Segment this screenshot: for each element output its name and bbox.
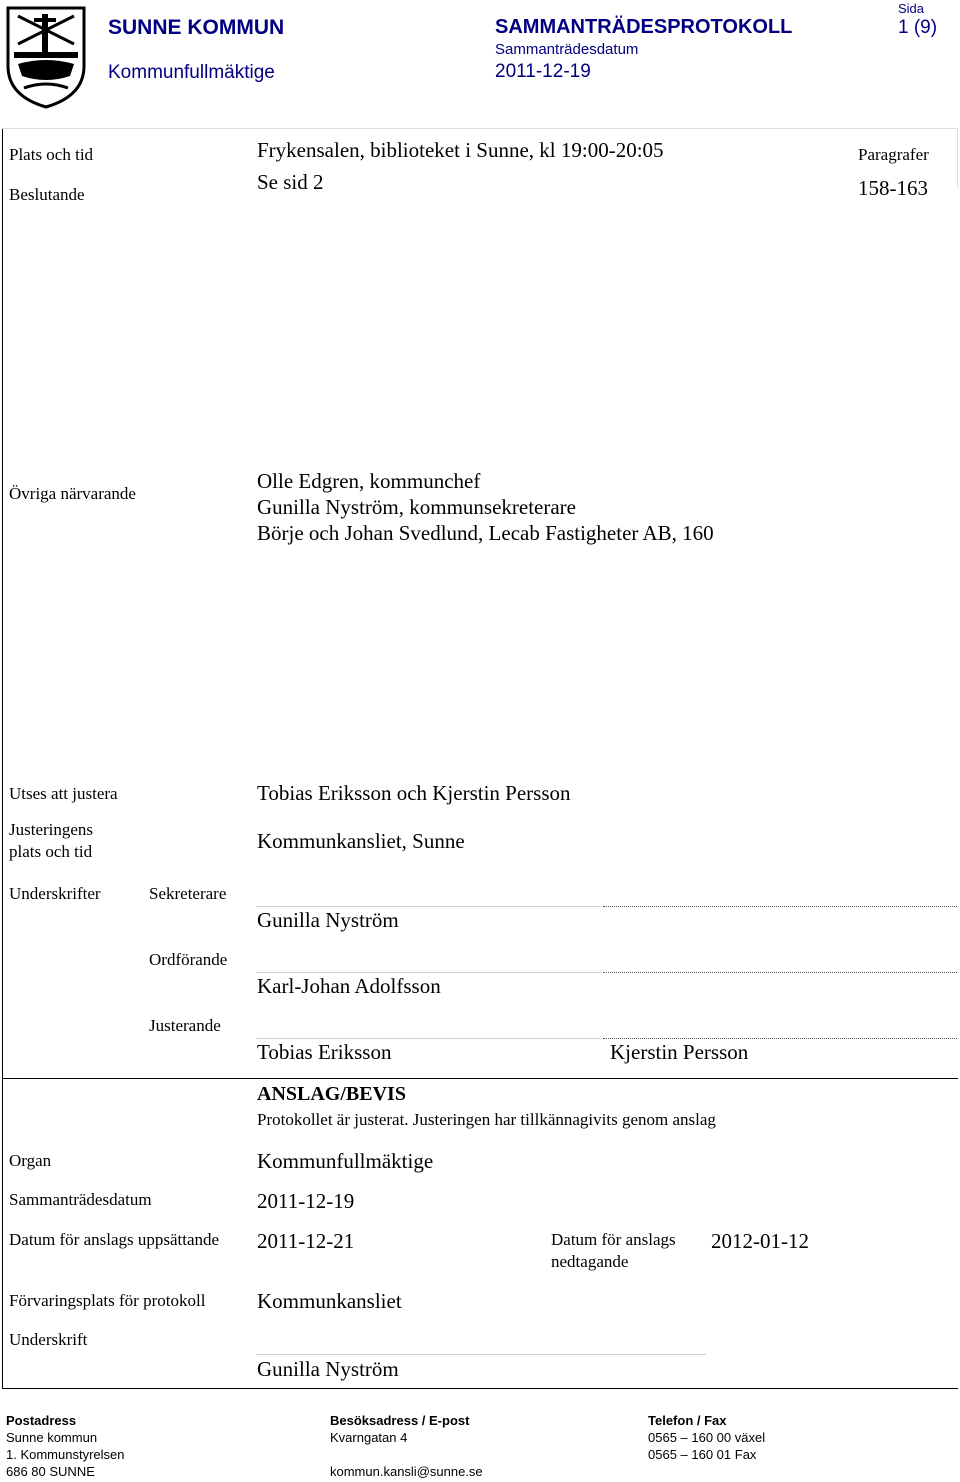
meeting-date: 2011-12-19 (495, 61, 591, 82)
place-value: Frykensalen, biblioteket i Sunne, kl 19:00-20:05 (257, 138, 664, 162)
removed-value: 2012-01-12 (711, 1229, 809, 1253)
page-label: Sida (898, 1, 925, 16)
notice-text: Protokollet är justerat. Justeringen har tillkännagivits genom anslag (257, 1110, 716, 1129)
others-line-1: Olle Edgren, kommunchef (257, 469, 481, 493)
adjuster-2-name: Kjerstin Persson (610, 1040, 749, 1064)
right-border (957, 128, 958, 188)
signature-name: Gunilla Nyström (257, 1357, 399, 1381)
adjuster-1-name: Tobias Eriksson (257, 1040, 392, 1064)
top-border (2, 128, 958, 129)
appointed-value: Tobias Eriksson och Kjerstin Persson (257, 781, 571, 805)
adjust-place-value: Kommunkansliet, Sunne (257, 829, 465, 853)
notice-date-value: 2011-12-19 (257, 1189, 355, 1213)
footer-email[interactable]: kommun.kansli@sunne.se (330, 1464, 483, 1479)
secretary-dotted-line (603, 906, 957, 907)
page-number: 1 (9) (898, 17, 938, 38)
adjust-place-label-2: plats och tid (9, 842, 93, 861)
posted-value: 2011-12-21 (257, 1229, 355, 1253)
meeting-date-label: Sammanträdesdatum (495, 41, 639, 58)
others-label: Övriga närvarande (9, 484, 136, 503)
footer-visit-title: Besöksadress / E-post (330, 1413, 470, 1428)
footer-postal-title: Postadress (6, 1413, 77, 1428)
organ-value: Kommunfullmäktige (257, 1149, 434, 1173)
others-line-3: Börje och Johan Svedlund, Lecab Fastigheter AB, 160 (257, 521, 714, 545)
chair-label: Ordförande (149, 950, 228, 969)
bottom-border (2, 1388, 958, 1389)
storage-value: Kommunkansliet (257, 1289, 402, 1313)
signatures-label: Underskrifter (9, 884, 101, 903)
chair-name: Karl-Johan Adolfsson (257, 974, 441, 998)
storage-label: Förvaringsplats för protokoll (9, 1291, 206, 1310)
municipality-name: SUNNE KOMMUN (108, 16, 285, 39)
secretary-name: Gunilla Nyström (257, 908, 399, 932)
notice-date-label: Sammanträdesdatum (9, 1190, 152, 1209)
decision-value: Se sid 2 (257, 170, 324, 194)
footer-visit-line-1: Kvarngatan 4 (330, 1430, 408, 1445)
document-title: SAMMANTRÄDESPROTOKOLL (495, 16, 793, 38)
section-divider (2, 1078, 958, 1079)
footer-postal-line-1: Sunne kommun (6, 1430, 98, 1445)
removed-label-2: nedtagande (551, 1252, 629, 1271)
adjusters-label: Justerande (149, 1016, 221, 1035)
chair-sign-line (256, 972, 601, 973)
decision-label: Beslutande (9, 185, 85, 204)
footer-phone-title: Telefon / Fax (648, 1413, 727, 1428)
footer-phone-line-1: 0565 – 160 00 växel (648, 1430, 766, 1445)
adjust-place-label-1: Justeringens (9, 820, 94, 839)
footer-visit (330, 1412, 483, 1480)
adjuster-2-dotted-line (603, 1038, 957, 1039)
footer-phone (648, 1412, 765, 1463)
secretary-label: Sekreterare (149, 884, 227, 903)
footer-postal (6, 1412, 125, 1480)
footer-postal-line-2: 1. Kommunstyrelsen (6, 1447, 125, 1462)
coat-of-arms-logo (4, 4, 88, 110)
paragraphs-label: Paragrafer (858, 145, 929, 164)
left-border (2, 128, 3, 1388)
signature-label: Underskrift (9, 1330, 88, 1349)
adjuster-1-sign-line (256, 1038, 601, 1039)
footer-postal-line-3: 686 80 SUNNE (6, 1464, 95, 1479)
committee-name: Kommunfullmäktige (108, 62, 275, 83)
organ-label: Organ (9, 1151, 52, 1170)
paragraphs-value: 158-163 (858, 176, 928, 200)
signature-sign-line (256, 1354, 706, 1355)
others-line-2: Gunilla Nyström, kommunsekreterare (257, 495, 576, 519)
removed-label-1: Datum för anslags (551, 1230, 676, 1249)
posted-label: Datum för anslags uppsättande (9, 1230, 220, 1249)
place-label: Plats och tid (9, 145, 94, 164)
secretary-sign-line (256, 906, 601, 907)
chair-dotted-line (603, 972, 957, 973)
footer-phone-line-2: 0565 – 160 01 Fax (648, 1447, 757, 1462)
notice-title: ANSLAG/BEVIS (257, 1083, 406, 1105)
appointed-label: Utses att justera (9, 784, 118, 803)
